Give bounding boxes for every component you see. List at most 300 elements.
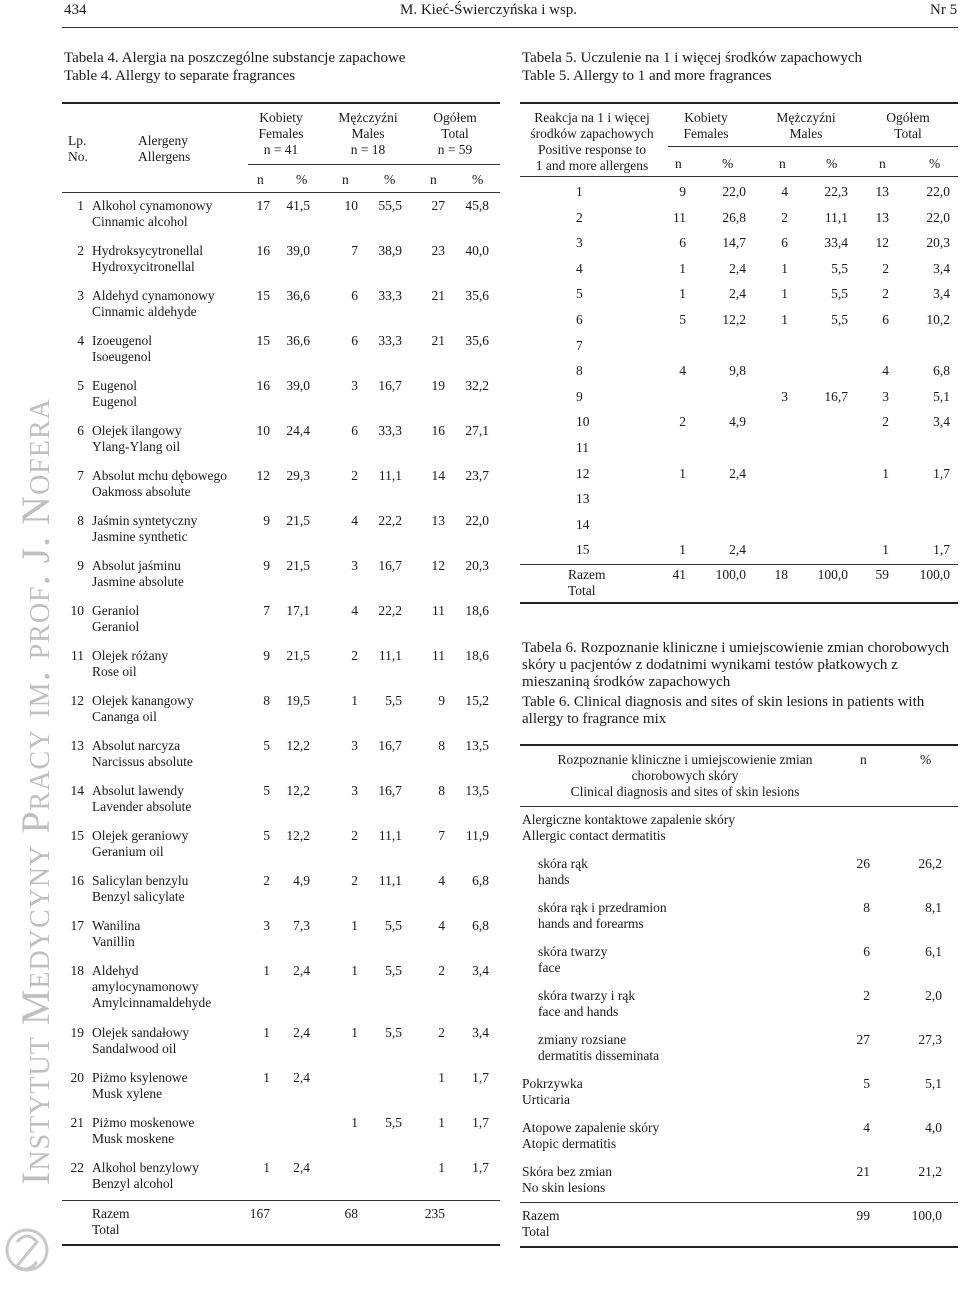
table-cell: 15,2 — [465, 693, 489, 708]
table4-total-females: 167 — [249, 1206, 270, 1221]
allergen-name — [92, 1115, 242, 1147]
diagnosis-pl: Pokrzywka — [522, 1076, 583, 1091]
cell-n: 8 — [863, 900, 870, 915]
group-label-en: Males — [789, 126, 823, 141]
allergen-name — [92, 918, 242, 950]
allergen-name-pl: Alkohol benzylowy — [92, 1160, 199, 1175]
allergen-count: 10 — [576, 414, 590, 430]
table-row — [522, 517, 958, 543]
table-cell: 3,4 — [933, 260, 950, 276]
diagnosis-pl: skóra rąk — [538, 856, 588, 871]
allergen-name-en: Amylcinnamaldehyde — [92, 995, 212, 1010]
table-cell: 12 — [875, 235, 889, 251]
table-cell: 1 — [263, 1070, 270, 1085]
allergen-name-pl: Piżmo moskenowe — [92, 1115, 195, 1130]
table5-total-pct-t: 100,0 — [919, 567, 950, 582]
allergen-name-en: Ylang-Ylang oil — [92, 439, 181, 454]
table6-bottom-rule — [520, 1246, 958, 1248]
table-row — [62, 333, 502, 367]
row-number: 16 — [70, 873, 84, 888]
allergen-count: 6 — [576, 312, 583, 327]
allergen-name — [92, 243, 242, 275]
allergen-count: 9 — [576, 388, 583, 404]
table-cell: 1,7 — [472, 1070, 489, 1085]
table-cell: 1 — [679, 260, 686, 276]
table-cell: 4,9 — [293, 873, 310, 888]
table5-group-males — [766, 110, 846, 142]
table5-total-rule — [520, 564, 958, 565]
allergen-name — [92, 963, 242, 1011]
table-row — [62, 468, 502, 502]
table-cell: 1 — [263, 1025, 270, 1040]
table-cell: 4 — [351, 513, 358, 528]
table-cell: 4,9 — [729, 414, 746, 430]
row-number: 7 — [77, 468, 84, 483]
group-label-pl: Ogółem — [433, 110, 477, 125]
table-cell: 3,4 — [472, 1025, 489, 1040]
table-cell: 22,3 — [824, 184, 848, 199]
table4-total-males: 68 — [344, 1206, 358, 1221]
table-cell: 5,5 — [831, 312, 848, 327]
table-cell: 2 — [882, 286, 889, 302]
diagnosis-pl: Alergiczne kontaktowe zapalenie skóry — [522, 812, 736, 827]
table-cell: 5 — [263, 783, 270, 798]
group-label-pl: Ogółem — [886, 110, 930, 125]
table5-bottom-rule — [520, 602, 958, 604]
allergen-count: 3 — [576, 235, 583, 251]
table-cell: 5,5 — [385, 918, 402, 933]
row-number: 18 — [70, 963, 84, 978]
table-cell: 16 — [256, 378, 270, 393]
table5-caption-pl: Tabela 5. Uczulenie na 1 i więcej środków zapachowych — [522, 50, 863, 66]
table-cell: 3 — [351, 378, 358, 393]
cell-pct: 5,1 — [925, 1076, 942, 1091]
allergen-name-pl: Absolut jaśminu — [92, 558, 181, 573]
group-label-en: Total — [441, 126, 469, 141]
table-row — [62, 783, 502, 817]
allergen-name — [92, 333, 242, 365]
table-cell: 22,0 — [926, 209, 950, 225]
table-cell: 3 — [351, 558, 358, 573]
group-n: n = 41 — [263, 142, 299, 157]
col-head-pl-2: chorobowych skóry — [631, 768, 739, 783]
table-cell: 2,4 — [293, 963, 310, 978]
diagnosis-en: Urticaria — [522, 1092, 570, 1107]
col-head-pl-1: Rozpoznanie kliniczne i umiejscowienie zmian — [557, 752, 813, 767]
table-cell: 15 — [256, 288, 270, 303]
table-row — [522, 286, 958, 312]
reaction-pl-1: Reakcja na 1 i więcej — [534, 110, 650, 125]
table-row — [522, 184, 958, 210]
cell-n: 27 — [856, 1032, 870, 1047]
table-cell: 11,1 — [378, 828, 402, 843]
table-cell: 3,4 — [472, 963, 489, 978]
row-number: 9 — [77, 558, 84, 573]
table-cell: 1 — [351, 1025, 358, 1040]
table-cell: 27 — [431, 198, 445, 213]
table-row — [62, 1025, 502, 1059]
table-row — [62, 873, 502, 907]
table-cell: 4 — [438, 918, 445, 933]
table-cell: 1 — [438, 1160, 445, 1175]
table6-total-pct: 100,0 — [911, 1208, 942, 1223]
allergen-name-en: Geranium oil — [92, 844, 164, 859]
table-cell: 36,6 — [286, 288, 310, 303]
table-cell: 6 — [882, 312, 889, 327]
allergen-name-en: Benzyl alcohol — [92, 1176, 174, 1191]
table-cell: 5,5 — [385, 693, 402, 708]
diagnosis-en: face and hands — [538, 1004, 619, 1019]
table-cell: 21 — [431, 333, 445, 348]
table-cell: 4 — [438, 873, 445, 888]
table-cell: 11,1 — [824, 209, 848, 225]
table4-col-lp — [68, 133, 88, 165]
row-number: 22 — [70, 1160, 84, 1175]
row-number: 13 — [70, 738, 84, 753]
allergen-name — [92, 468, 242, 500]
allergen-count: 12 — [576, 465, 590, 481]
allergen-name-pl: Absolut mchu dębowego — [92, 468, 227, 483]
table-row — [62, 648, 502, 682]
table-cell: 1 — [438, 1070, 445, 1085]
table-cell: 41,5 — [286, 198, 310, 213]
table-cell: 21,5 — [286, 648, 310, 663]
table-cell: 1 — [263, 963, 270, 978]
diagnosis-en: Allergic contact dermatitis — [522, 828, 666, 843]
table-cell: 12,2 — [286, 783, 310, 798]
table5-sub-pct-t: % — [929, 156, 941, 171]
row-number: 2 — [77, 243, 84, 258]
table-row — [62, 1070, 502, 1104]
table-row — [522, 466, 958, 492]
table-cell: 33,4 — [824, 235, 848, 251]
allergen-name-en: Oakmoss absolute — [92, 484, 191, 499]
table-cell: 13 — [875, 184, 889, 199]
table-cell: 33,3 — [378, 333, 402, 348]
cell-n: 26 — [856, 856, 870, 871]
table5-group-total — [868, 110, 948, 142]
table-row — [538, 900, 838, 932]
table-row — [522, 812, 842, 844]
cell-pct: 26,2 — [918, 856, 942, 871]
table6-total-n: 99 — [856, 1208, 870, 1223]
table-cell: 5,1 — [933, 388, 950, 404]
table-cell: 10,2 — [926, 312, 950, 327]
diagnosis-pl: Atopowe zapalenie skóry — [522, 1120, 660, 1135]
table-cell: 1 — [679, 542, 686, 558]
allergen-name-en: Jasmine absolute — [92, 574, 184, 589]
table6-col-head — [522, 752, 848, 800]
table-row — [522, 414, 958, 440]
table-cell: 12,2 — [286, 738, 310, 753]
diagnosis-en: hands — [538, 872, 570, 887]
table-row — [62, 513, 502, 547]
table-cell: 1 — [781, 286, 788, 302]
table5-sub-n-m: n — [779, 156, 786, 171]
table-cell: 2 — [351, 873, 358, 888]
table-cell: 9 — [679, 184, 686, 199]
table-cell: 20,3 — [465, 558, 489, 573]
table-cell: 3 — [882, 388, 889, 404]
allergen-name-pl: Olejek geraniowy — [92, 828, 189, 843]
table6-col-n: n — [860, 752, 867, 767]
table5-total-n-m: 18 — [774, 567, 788, 582]
allergen-count: 5 — [576, 286, 583, 302]
allergen-name-pl: Salicylan benzylu — [92, 873, 189, 888]
table-row — [538, 1032, 838, 1064]
allergen-name — [92, 378, 242, 410]
table-cell: 2,4 — [729, 465, 746, 481]
table-cell: 2 — [351, 648, 358, 663]
watermark-text: Instytut Medycyny Pracy im. prof. J. Nofera — [13, 398, 58, 1185]
table-cell: 9 — [263, 648, 270, 663]
allergen-name-en: Vanillin — [92, 934, 135, 949]
table-cell: 2,4 — [729, 286, 746, 302]
row-number: 6 — [77, 423, 84, 438]
table-cell: 5,5 — [385, 963, 402, 978]
table-row — [522, 338, 958, 364]
table-cell: 7 — [263, 603, 270, 618]
table4-top-rule — [62, 102, 500, 104]
row-number: 1 — [77, 198, 84, 213]
row-number: 11 — [71, 648, 84, 663]
table-cell: 8 — [263, 693, 270, 708]
allergen-name-en: Narcissus absolute — [92, 754, 193, 769]
table-cell: 55,5 — [378, 198, 402, 213]
table-cell: 21,5 — [286, 513, 310, 528]
table-cell: 21,5 — [286, 558, 310, 573]
allergen-name-pl: Geraniol — [92, 603, 140, 618]
table-cell: 6,8 — [933, 363, 950, 379]
table-row — [62, 738, 502, 772]
page-number: 434 — [64, 2, 87, 18]
total-label-en: Total — [92, 1222, 120, 1237]
table-cell: 1,7 — [933, 465, 950, 481]
allergen-count: 7 — [576, 337, 583, 353]
row-number: 19 — [70, 1025, 84, 1040]
cell-n: 6 — [863, 944, 870, 959]
table-cell: 1,7 — [472, 1160, 489, 1175]
table-cell: 6 — [781, 235, 788, 251]
table-cell: 9 — [438, 693, 445, 708]
cell-pct: 6,1 — [925, 944, 942, 959]
table-cell: 6,8 — [472, 918, 489, 933]
total-label-pl: Razem — [568, 567, 606, 582]
table-cell: 22,2 — [378, 513, 402, 528]
table-cell: 11,1 — [378, 648, 402, 663]
allergen-name-en: Lavender absolute — [92, 799, 192, 814]
diagnosis-pl: skóra twarzy — [538, 944, 608, 959]
group-label-pl: Mężczyźni — [338, 110, 398, 125]
allergen-count: 13 — [576, 491, 590, 507]
table-cell: 1 — [781, 312, 788, 327]
table-cell: 4 — [882, 363, 889, 379]
cell-n: 21 — [856, 1164, 870, 1179]
cell-pct: 8,1 — [925, 900, 942, 915]
table-cell: 2 — [438, 963, 445, 978]
allergen-name-pl: Piżmo ksylenowe — [92, 1070, 188, 1085]
table-row — [62, 198, 502, 232]
table-row — [62, 378, 502, 412]
row-number: 10 — [70, 603, 84, 618]
table-cell: 5,5 — [385, 1025, 402, 1040]
table6-total-rule — [520, 1202, 958, 1203]
group-label-pl: Mężczyźni — [776, 110, 836, 125]
table-row — [522, 389, 958, 415]
allergen-name-pl: Olejek sandałowy — [92, 1025, 190, 1040]
table-cell: 2,4 — [293, 1160, 310, 1175]
table5-sub-pct-m: % — [826, 156, 838, 171]
table-cell: 8 — [438, 783, 445, 798]
allergen-name-pl: Olejek różany — [92, 648, 169, 663]
table4-caption-pl: Tabela 4. Alergia na poszczególne substancje zapachowe — [64, 50, 406, 66]
table-cell: 40,0 — [465, 243, 489, 258]
table5-total-pct-f: 100,0 — [715, 567, 746, 582]
table5-total-n-f: 41 — [672, 567, 686, 582]
table-cell: 13,5 — [465, 738, 489, 753]
allergen-name — [92, 288, 242, 320]
table-cell: 3 — [781, 388, 788, 404]
table6-caption-en: Table 6. Clinical diagnosis and sites of skin lesions in patients with allergy to fragrance mix — [522, 694, 925, 727]
table-cell: 18,6 — [465, 648, 489, 663]
issue-number: Nr 5 — [930, 2, 958, 18]
diagnosis-en: hands and forearms — [538, 916, 644, 931]
table-cell: 11,1 — [378, 468, 402, 483]
allergen-name — [92, 1025, 242, 1057]
row-number: 12 — [70, 693, 84, 708]
table-row — [522, 235, 958, 261]
allergen-name — [92, 603, 242, 635]
table4-bottom-rule — [62, 1244, 500, 1246]
table4-header-rule — [62, 192, 500, 193]
table-cell: 22,0 — [722, 184, 746, 199]
table-cell: 1 — [351, 918, 358, 933]
header-rule — [62, 27, 958, 28]
table-cell: 35,6 — [465, 288, 489, 303]
table-row — [522, 440, 958, 466]
table-row — [62, 603, 502, 637]
table-row — [538, 856, 838, 888]
table-cell: 3,4 — [933, 414, 950, 430]
table-cell: 14 — [431, 468, 445, 483]
table-row — [522, 1120, 842, 1152]
table-cell: 5 — [263, 738, 270, 753]
table-cell: 19 — [431, 378, 445, 393]
allergen-name — [92, 693, 242, 725]
table5-sub-n-t: n — [879, 156, 886, 171]
table-cell: 13 — [875, 209, 889, 225]
allergen-count: 14 — [576, 516, 590, 532]
table-row — [62, 243, 502, 277]
reaction-pl-2: środków zapachowych — [530, 126, 654, 141]
table-cell: 10 — [344, 198, 358, 213]
row-number: 3 — [77, 288, 84, 303]
table5-sub-pct-f: % — [722, 156, 734, 171]
table5-sub-n-f: n — [675, 156, 682, 171]
allergen-name — [92, 423, 242, 455]
table-cell: 29,3 — [286, 468, 310, 483]
col-head-en: Clinical diagnosis and sites of skin lesions — [570, 784, 800, 799]
table-cell: 32,2 — [465, 378, 489, 393]
running-authors: M. Kieć-Świerczyńska i wsp. — [400, 2, 578, 18]
table-cell: 16,7 — [824, 388, 848, 404]
table-row — [522, 363, 958, 389]
table-cell: 16,7 — [378, 558, 402, 573]
allergen-name — [92, 513, 242, 545]
table-cell: 5,5 — [831, 286, 848, 302]
row-number: 4 — [77, 333, 84, 348]
allergen-count: 2 — [576, 209, 583, 225]
allergen-name-pl: Wanilina — [92, 918, 141, 933]
allergen-name-pl: Jaśmin syntetyczny — [92, 513, 198, 528]
cell-n: 2 — [863, 988, 870, 1003]
allergen-name — [92, 1070, 242, 1102]
table4-group-total — [415, 110, 495, 158]
table4-group-males — [328, 110, 408, 158]
table-row — [522, 210, 958, 236]
table-row — [538, 988, 838, 1020]
group-label-en: Total — [894, 126, 922, 141]
diagnosis-pl: Skóra bez zmian — [522, 1164, 612, 1179]
allergen-name-pl: Alkohol cynamonowy — [92, 198, 213, 213]
table-cell: 2 — [882, 414, 889, 430]
table4-sub-n-t: n — [430, 172, 437, 187]
diagnosis-en: No skin lesions — [522, 1180, 606, 1195]
table-cell: 33,3 — [378, 423, 402, 438]
table-cell: 3,4 — [933, 286, 950, 302]
table-row — [62, 288, 502, 322]
table-cell: 4 — [781, 184, 788, 199]
table-cell: 36,6 — [286, 333, 310, 348]
cell-pct: 27,3 — [918, 1032, 942, 1047]
table4-sub-pct-m: % — [384, 172, 396, 187]
table-cell: 22,2 — [378, 603, 402, 618]
table6-header-rule — [520, 806, 958, 807]
table-cell: 6 — [351, 288, 358, 303]
table6-top-rule — [520, 744, 958, 746]
table-row — [522, 1164, 842, 1196]
table-cell: 22,0 — [926, 184, 950, 199]
table6-col-pct: % — [920, 752, 932, 767]
table4-sub-pct-f: % — [296, 172, 308, 187]
table-cell: 4 — [679, 363, 686, 379]
table-cell: 9,8 — [729, 363, 746, 379]
allergen-name-pl: Olejek kanangowy — [92, 693, 194, 708]
table-cell: 2,4 — [293, 1025, 310, 1040]
table-cell: 15 — [256, 333, 270, 348]
table-row — [522, 261, 958, 287]
cell-n: 5 — [863, 1076, 870, 1091]
table-cell: 17,1 — [286, 603, 310, 618]
table-cell: 14,7 — [722, 235, 746, 251]
table-cell: 16,7 — [378, 738, 402, 753]
col-lp-en: No. — [68, 149, 88, 164]
row-number: 5 — [77, 378, 84, 393]
allergen-name-en: Benzyl salicylate — [92, 889, 185, 904]
table-cell: 16,7 — [378, 378, 402, 393]
table-cell: 11 — [432, 603, 445, 618]
table-cell: 39,0 — [286, 243, 310, 258]
allergen-name — [92, 828, 242, 860]
table-cell: 20,3 — [926, 235, 950, 251]
allergen-name-en: Geraniol — [92, 619, 140, 634]
table-cell: 9 — [263, 558, 270, 573]
total-label-en: Total — [568, 583, 596, 598]
cell-n: 4 — [863, 1120, 870, 1135]
table-cell: 11,9 — [465, 828, 489, 843]
group-label-pl: Kobiety — [259, 110, 303, 125]
reaction-en-2: 1 and more allergens — [535, 158, 649, 173]
